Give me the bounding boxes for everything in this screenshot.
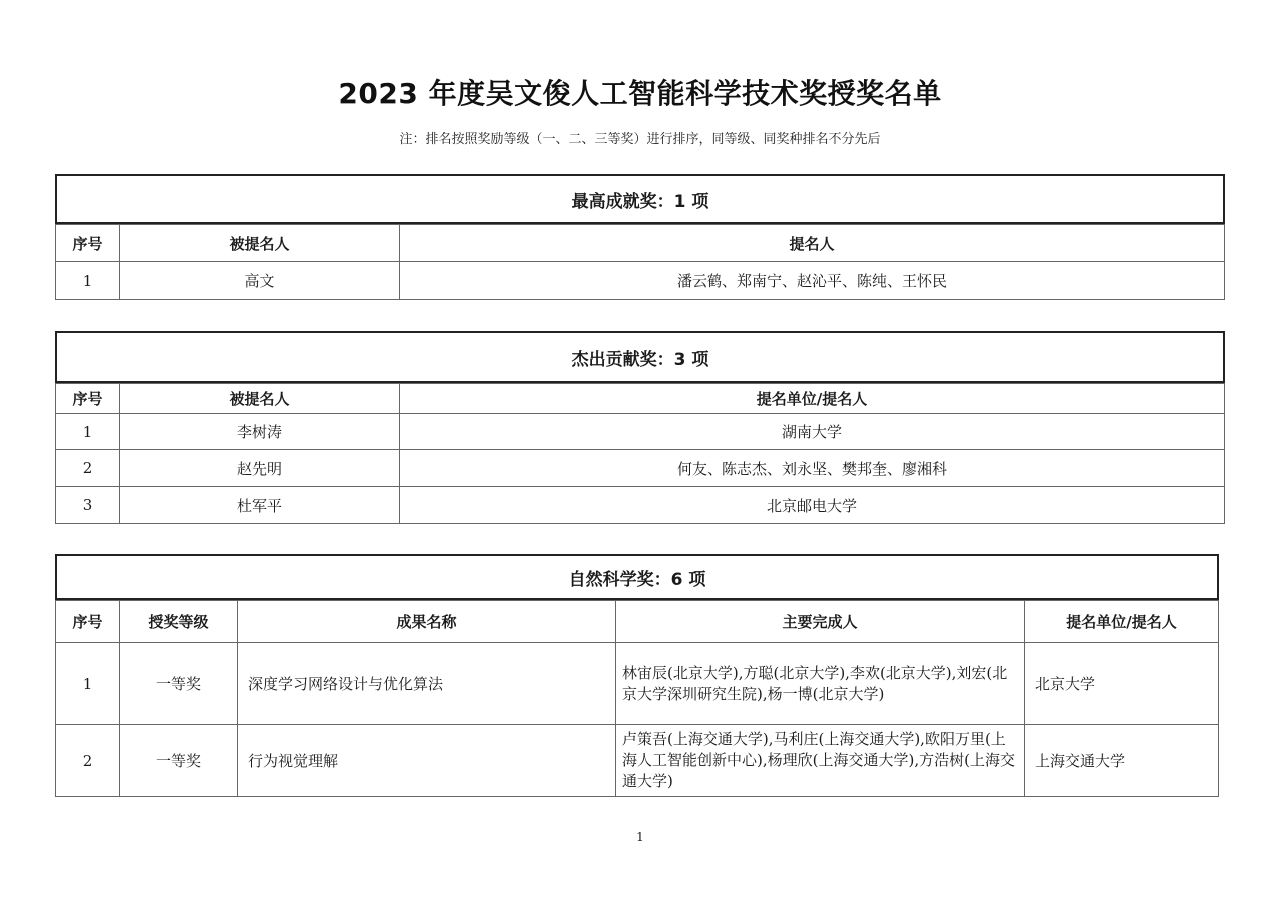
cell-index: 2 <box>56 725 120 797</box>
cell-nominee: 杜军平 <box>120 487 400 524</box>
section-heading: 自然科学奖：6 项 <box>55 554 1219 600</box>
section-heading: 杰出贡献奖：3 项 <box>55 331 1225 383</box>
cell-index: 3 <box>56 487 120 524</box>
cell-nominator: 北京大学 <box>1025 643 1219 725</box>
column-header: 成果名称 <box>238 601 616 643</box>
column-header: 序号 <box>56 225 120 262</box>
table-header-row <box>56 601 1219 643</box>
cell-nominator: 北京邮电大学 <box>400 487 1225 524</box>
table-row <box>56 643 1219 725</box>
cell-nominator: 何友、陈志杰、刘永坚、樊邦奎、廖湘科 <box>400 450 1225 487</box>
outstanding-contribution-table <box>55 383 1225 524</box>
table-row <box>56 725 1219 797</box>
cell-index: 1 <box>56 643 120 725</box>
cell-nominee: 赵先明 <box>120 450 400 487</box>
cell-index: 1 <box>56 262 120 300</box>
section-highest-achievement <box>55 174 1225 300</box>
column-header: 主要完成人 <box>616 601 1025 643</box>
column-header: 被提名人 <box>120 225 400 262</box>
cell-index: 2 <box>56 450 120 487</box>
cell-award-level: 一等奖 <box>120 643 238 725</box>
table-header-row <box>56 225 1225 262</box>
column-header: 授奖等级 <box>120 601 238 643</box>
column-header: 序号 <box>56 384 120 414</box>
cell-achievement-title: 行为视觉理解 <box>238 725 616 797</box>
table-header-row <box>56 384 1225 414</box>
section-outstanding-contribution <box>55 331 1225 524</box>
column-header: 提名人 <box>400 225 1225 262</box>
table-row <box>56 262 1225 300</box>
highest-achievement-table <box>55 224 1225 300</box>
section-heading: 最高成就奖：1 项 <box>55 174 1225 224</box>
cell-main-contributors: 卢策吾(上海交通大学),马利庄(上海交通大学),欧阳万里(上海人工智能创新中心),杨理欣(上海交通大学),方浩树(上海交通大学) <box>616 725 1025 797</box>
document-title: 2023 年度吴文俊人工智能科学技术奖授奖名单 <box>338 77 942 110</box>
natural-science-table <box>55 600 1219 797</box>
column-header: 被提名人 <box>120 384 400 414</box>
cell-index: 1 <box>56 414 120 450</box>
cell-nominator: 上海交通大学 <box>1025 725 1219 797</box>
cell-award-level: 一等奖 <box>120 725 238 797</box>
ranking-note: 注：排名按照奖励等级（一、二、三等奖）进行排序，同等级、同奖种排名不分先后 <box>399 132 881 147</box>
cell-nominee: 高文 <box>120 262 400 300</box>
cell-achievement-title: 深度学习网络设计与优化算法 <box>238 643 616 725</box>
column-header: 提名单位/提名人 <box>1025 601 1219 643</box>
table-row <box>56 450 1225 487</box>
column-header: 提名单位/提名人 <box>400 384 1225 414</box>
table-row <box>56 487 1225 524</box>
cell-main-contributors: 林宙辰(北京大学),方聪(北京大学),李欢(北京大学),刘宏(北京大学深圳研究生院),杨一博(北京大学) <box>616 643 1025 725</box>
page-number: 1 <box>636 830 644 844</box>
section-natural-science <box>55 554 1219 797</box>
column-header: 序号 <box>56 601 120 643</box>
table-row <box>56 414 1225 450</box>
cell-nominator: 湖南大学 <box>400 414 1225 450</box>
cell-nominator: 潘云鹤、郑南宁、赵沁平、陈纯、王怀民 <box>400 262 1225 300</box>
cell-nominee: 李树涛 <box>120 414 400 450</box>
